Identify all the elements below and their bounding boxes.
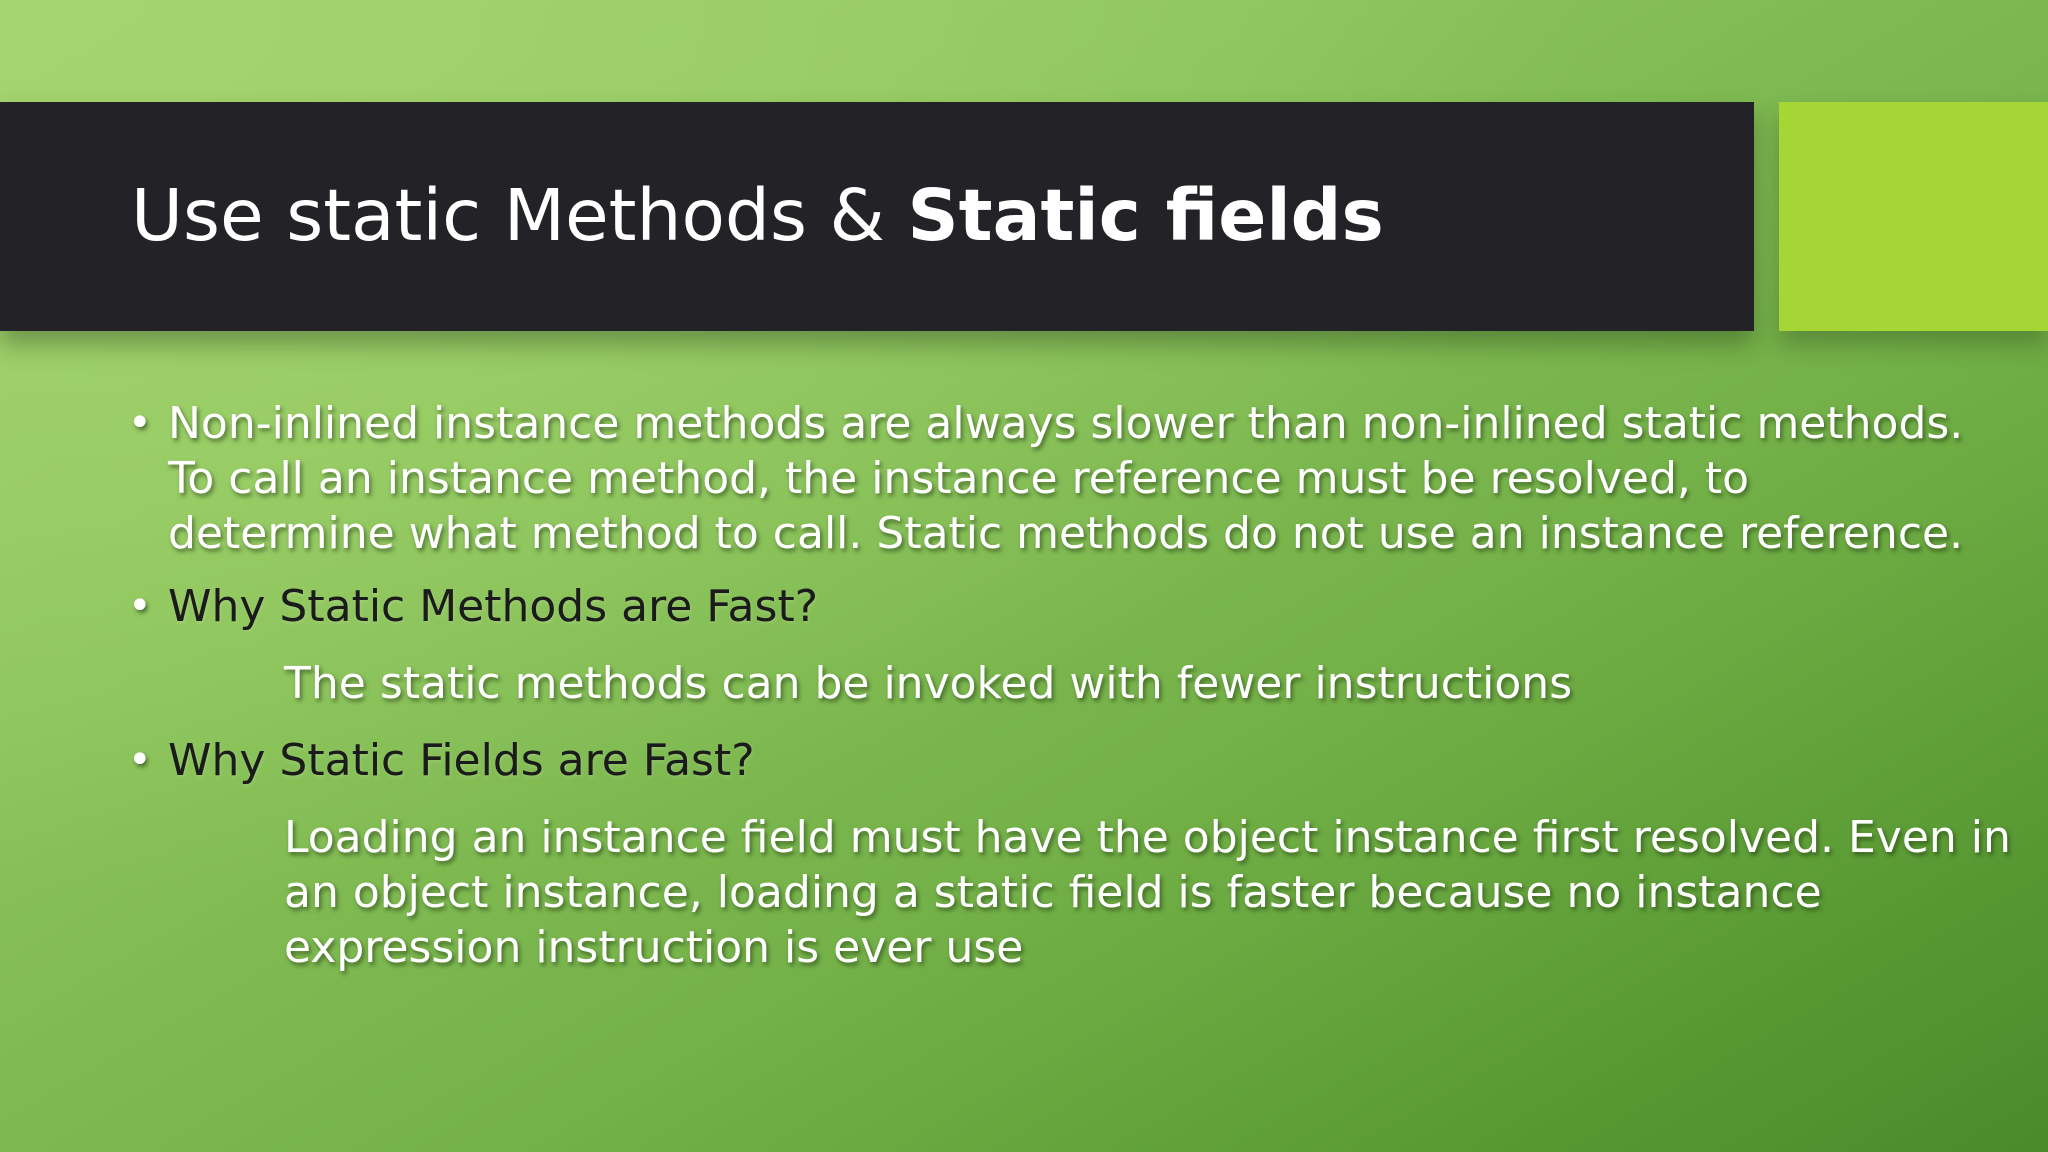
bullet-item	[124, 396, 2014, 561]
sub-text	[124, 810, 2014, 975]
bullet-text: Non-inlined instance methods are always slower than non-inlined static methods. To call an instance method, the instance reference must be resolved, to determine what method to call. Static methods do not use an instance reference.	[168, 398, 1964, 559]
sub-text	[124, 656, 2014, 711]
slide-title-regular: Use static Methods &	[131, 174, 908, 257]
bullet-item	[124, 733, 2014, 788]
slide-body	[124, 396, 2014, 975]
accent-square	[1779, 102, 2048, 331]
slide-title	[131, 171, 1384, 261]
bullet-dot-icon: •	[128, 583, 152, 629]
bullet-heading: Why Static Fields are Fast?	[168, 735, 755, 786]
bullet-item	[124, 579, 2014, 634]
slide-title-bold: Static fields	[907, 174, 1384, 257]
sub-text-content: Loading an instance field must have the object instance first resolved. Even in an object instance, loading a static field is faster because no instance expression instruction is ever use	[284, 812, 2011, 973]
sub-text-content: The static methods can be invoked with fewer instructions	[284, 658, 1573, 709]
bullet-heading: Why Static Methods are Fast?	[168, 581, 819, 632]
bullet-dot-icon: •	[128, 400, 152, 446]
bullet-dot-icon: •	[128, 737, 152, 783]
